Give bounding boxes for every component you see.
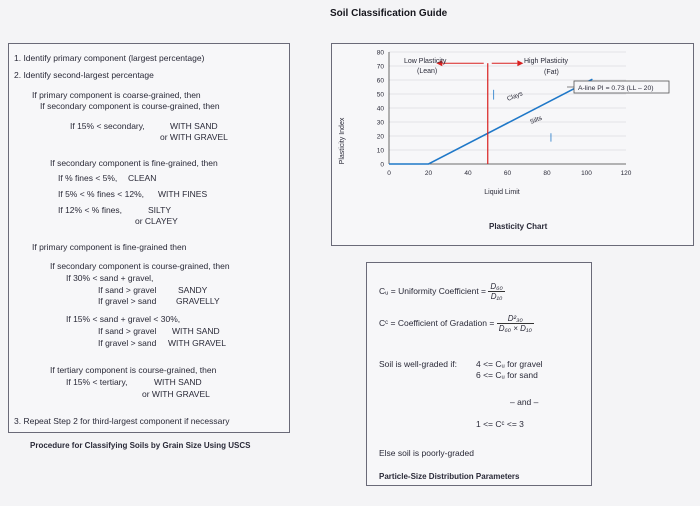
cu-numerator: D₆₀	[490, 282, 503, 291]
gravel-gt-sand-2: If gravel > sand	[98, 338, 157, 348]
cu-formula	[379, 282, 505, 301]
clean-label: CLEAN	[128, 173, 157, 183]
a-line-label: A-line PI = 0.73 (LL – 20)	[578, 85, 654, 92]
with-sand-label-3: WITH SAND	[154, 377, 202, 387]
cu-label: Cᵤ = Uniformity Coefficient =	[379, 285, 487, 296]
step-2: 2. Identify second-largest percentage	[14, 70, 154, 80]
fine-secondary: If secondary component is fine-grained, then	[50, 158, 218, 168]
gravel-gt-sand: If gravel > sand	[98, 296, 157, 306]
with-gravel-label: or WITH GRAVEL	[160, 132, 228, 142]
cc-numerator: D²₃₀	[497, 314, 534, 324]
high-plasticity-sub: (Fat)	[544, 69, 559, 76]
sandy-label: SANDY	[178, 285, 208, 295]
well-graded-cond-2: 6 <= Cᵤ for sand	[476, 370, 538, 380]
high-plasticity-label: High Plasticity	[524, 58, 568, 65]
page-title: Soil Classification Guide	[330, 8, 448, 19]
cu-fraction	[488, 282, 504, 301]
silts-label: Silts	[529, 114, 544, 126]
x-tick-100: 100	[581, 170, 592, 177]
sand-gt-gravel: If sand > gravel	[98, 285, 157, 295]
poorly-graded-label: Else soil is poorly-graded	[379, 448, 474, 458]
with-sand-condition: If 15% < secondary,	[70, 121, 145, 131]
procedure-caption: Procedure for Classifying Soils by Grain Size Using USCS	[30, 441, 251, 450]
with-sand-label: WITH SAND	[170, 121, 218, 131]
clean-condition: If % fines < 5%,	[58, 173, 118, 183]
well-graded-label: Soil is well-graded if:	[379, 359, 457, 369]
x-tick-20: 20	[424, 170, 433, 177]
y-tick-20: 20	[376, 133, 384, 141]
cc-formula	[379, 314, 534, 333]
y-tick-50: 50	[376, 91, 384, 99]
y-tick-10: 10	[376, 147, 384, 155]
gravelly-label: GRAVELLY	[176, 296, 220, 306]
silty-condition: If 12% < % fines,	[58, 205, 123, 215]
clays-label: Clays	[506, 90, 524, 103]
chart-caption: Plasticity Chart	[489, 222, 548, 231]
tertiary-condition: If 15% < tertiary,	[66, 377, 128, 387]
cc-fraction	[497, 314, 534, 333]
step-1: 1. Identify primary component (largest percentage)	[14, 53, 205, 63]
sand-gt-gravel-2: If sand > gravel	[98, 326, 157, 336]
step-3: 3. Repeat Step 2 for third-largest component if necessary	[14, 416, 230, 426]
plasticity-chart	[331, 43, 693, 244]
fine-primary: If primary component is fine-grained then	[32, 242, 187, 252]
well-graded-cond-1: 4 <= Cᵤ for gravel	[476, 359, 543, 369]
chart-lines	[389, 60, 592, 164]
high-plasticity-arrowhead	[517, 60, 523, 66]
silty-label: SILTY	[148, 205, 171, 215]
fines-condition: If 5% < % fines < 12%,	[58, 189, 144, 199]
y-tick-40: 40	[376, 105, 384, 113]
y-tick-30: 30	[376, 119, 384, 127]
y-axis-label: Plasticity Index	[339, 117, 346, 165]
fp-15-condition: If 15% < sand + gravel < 30%,	[66, 314, 181, 324]
x-tick-80: 80	[543, 170, 551, 177]
and-label: – and –	[510, 397, 539, 407]
x-tick-0: 0	[387, 170, 391, 177]
with-fines-label: WITH FINES	[158, 189, 208, 199]
y-tick-0: 0	[380, 161, 384, 169]
a-line	[389, 79, 592, 164]
low-plasticity-label: Low Plasticity	[404, 58, 447, 65]
x-tick-60: 60	[503, 170, 512, 177]
x-axis-label: Liquid Limit	[484, 189, 520, 196]
x-tick-120: 120	[620, 170, 632, 177]
well-graded-cond-3: 1 <= Cᶜ <= 3	[476, 419, 524, 429]
low-plasticity-sub: (Lean)	[417, 68, 438, 75]
with-sand-label-2: WITH SAND	[172, 326, 220, 336]
y-tick-60: 60	[376, 77, 384, 85]
coarse-secondary: If secondary component is course-grained, then	[40, 101, 220, 111]
fp-30-condition: If 30% < sand + gravel,	[66, 273, 154, 283]
tertiary: If tertiary component is course-grained, then	[50, 365, 217, 375]
coarse-primary: If primary component is coarse-grained, then	[32, 90, 201, 100]
gradation-caption: Particle-Size Distribution Parameters	[379, 472, 520, 481]
with-gravel-label-3: or WITH GRAVEL	[142, 389, 210, 399]
cu-denominator: D₁₀	[490, 292, 503, 301]
cc-label: Cᶜ = Coefficient of Gradation =	[379, 317, 495, 328]
with-gravel-label-2: WITH GRAVEL	[168, 338, 226, 348]
x-tick-40: 40	[464, 170, 472, 177]
fine-primary-secondary: If secondary component is course-grained, then	[50, 261, 230, 271]
y-tick-70: 70	[376, 63, 384, 71]
chart-ticks	[377, 50, 632, 178]
y-tick-80: 80	[376, 49, 384, 57]
clayey-label: or CLAYEY	[135, 216, 178, 226]
cc-denominator: D₆₀ × D₁₀	[498, 324, 532, 333]
